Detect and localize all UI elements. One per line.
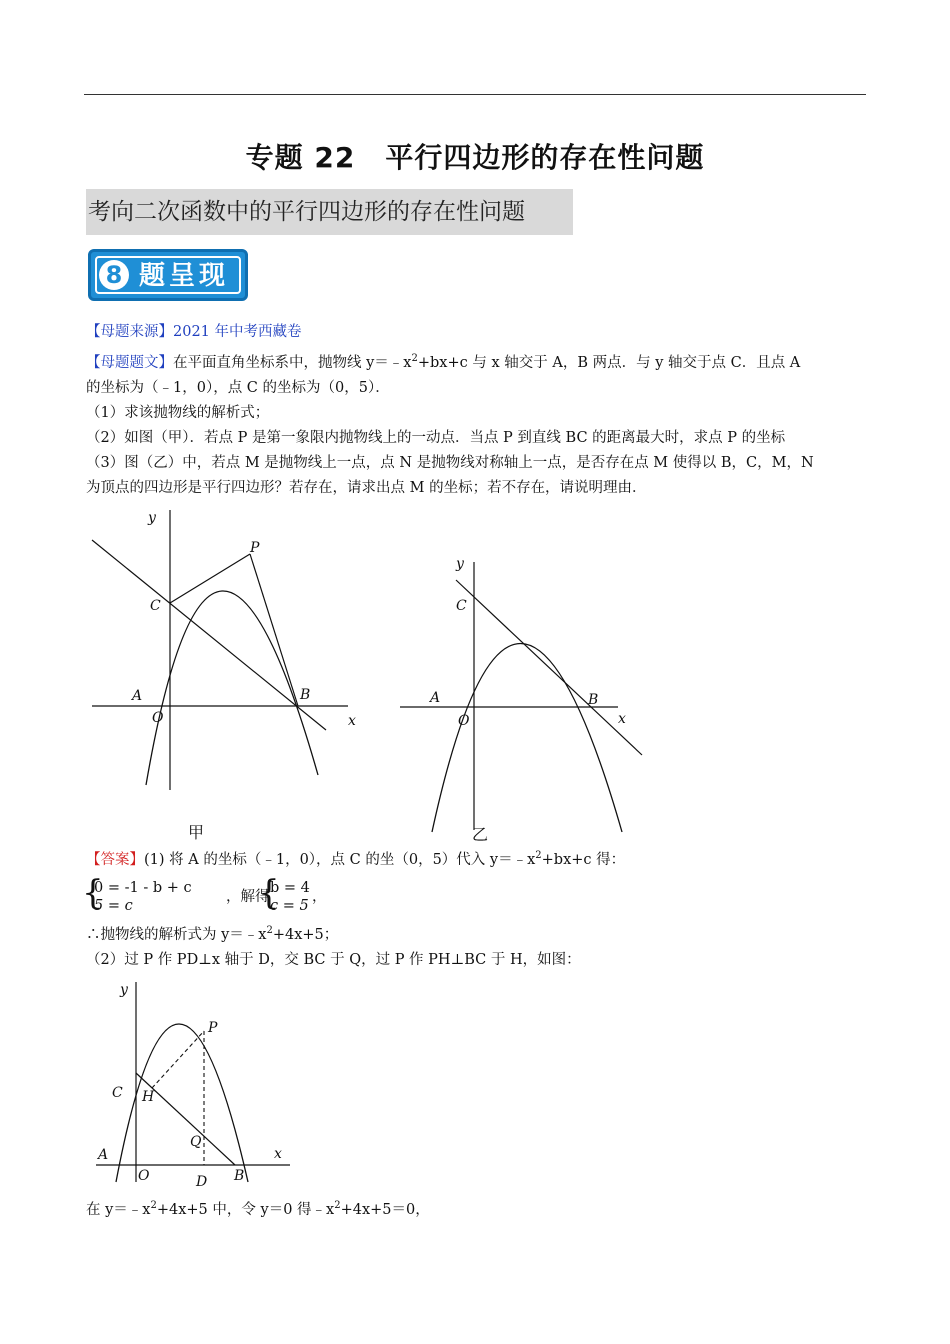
label-c: C [456, 598, 467, 614]
label-b: B [300, 687, 311, 703]
label-o: O [152, 710, 164, 726]
label-a: A [98, 1147, 109, 1163]
source-line: 【母题来源】2021 年中考西藏卷 [86, 324, 302, 340]
caption-jia: 甲 [188, 823, 205, 842]
badge-number: 8 [99, 260, 129, 290]
figure-answer [90, 976, 300, 1196]
line-bc [92, 540, 326, 730]
label-o: O [458, 713, 470, 729]
label-p: P [208, 1020, 218, 1036]
segment-ph [152, 1031, 204, 1088]
question-3-cont: 为顶点的四边形是平行四边形？若存在，请求出点 M 的坐标；若不存在，请说明理由． [86, 480, 647, 496]
answer-line-3: ∴抛物线的解析式为 $y=﹣x^2+4x+5$； [86, 925, 339, 943]
section-heading: 考向二次函数中的平行四边形的存在性问题 [86, 189, 573, 235]
question-3: （3）图（乙）中，若点 M 是抛物线上一点，点 N 是抛物线对称轴上一点，是否存在点 M 使得以 B，C，M，N [86, 455, 814, 471]
page-title: 专题 22 平行四边形的存在性问题 [245, 141, 705, 174]
label-h: H [142, 1089, 155, 1105]
answer-line-5: 在 $y=﹣x^2+4x+5$ 中，令 y＝0 得$﹣x^2+4x+5=0$， [86, 1200, 430, 1218]
label-y: y [456, 556, 464, 572]
label-y: y [148, 510, 156, 526]
parabola [432, 644, 622, 833]
problem-line-1: 【母题题文】在平面直角坐标系中，抛物线 $y=﹣x^2+bx+c$ 与 x 轴交于 A，B 两点．与 y 轴交于点 C．且点 A [86, 353, 801, 371]
label-b: B [588, 692, 599, 708]
header-rule [84, 94, 866, 95]
system2-end: ， [312, 889, 327, 905]
label-d: D [196, 1174, 208, 1190]
system2-row2: c = 5 [270, 898, 309, 914]
figure-yi [396, 540, 656, 840]
caption-yi: 乙 [472, 825, 489, 844]
system2-row1: b = 4 [270, 880, 310, 896]
segment-pb [250, 554, 298, 706]
system1-row1: 0 = -1 - b + c [94, 880, 192, 896]
label-y: y [120, 982, 128, 998]
line-bc [136, 1073, 235, 1165]
badge-text: 题呈现 [139, 261, 230, 291]
line-bc [456, 580, 642, 755]
problem-badge [88, 249, 248, 301]
label-x: x [618, 711, 626, 727]
label-b: B [234, 1168, 245, 1184]
question-1: （1）求该抛物线的解析式； [86, 405, 270, 421]
label-p: P [250, 540, 260, 556]
answer-line-4: （2）过 P 作 PD⊥x 轴于 D，交 BC 于 Q，过 P 作 PH⊥BC 于 H，如图： [86, 952, 581, 968]
answer-line-1: 【答案】(1) 将 A 的坐标（﹣1，0），点 C 的坐（0，5）代入 $y=﹣x^2+bx+c$ 得： [86, 850, 626, 868]
label-q: Q [190, 1134, 202, 1150]
solve-text: ，解得 [226, 889, 270, 905]
problem-line-2: 的坐标为（﹣1，0），点 C 的坐标为（0，5）． [86, 380, 390, 396]
figure-jia [86, 500, 366, 800]
label-c: C [150, 598, 161, 614]
label-x: x [274, 1146, 282, 1162]
label-x: x [348, 713, 356, 729]
question-2: （2）如图（甲）．若点 P 是第一象限内抛物线上的一动点．当点 P 到直线 BC 的距离最大时，求点 P 的坐标 [86, 430, 786, 446]
label-o: O [138, 1168, 150, 1184]
label-a: A [132, 688, 143, 704]
label-a: A [430, 690, 441, 706]
system1-row2: 5 = c [94, 898, 133, 914]
label-c: C [112, 1085, 123, 1101]
